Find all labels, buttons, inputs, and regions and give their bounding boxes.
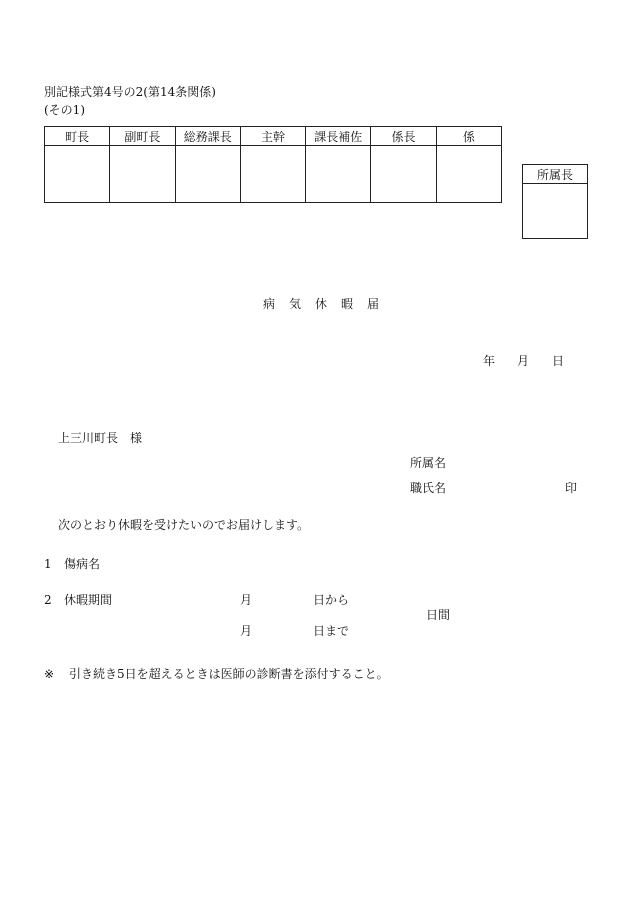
approval-stamp-table [44,126,502,203]
item2-label: 休暇期間 [64,593,113,607]
approval-header-assistant-chief: 課長補佐 [306,127,371,146]
dept-head-stamp-cell [523,184,588,239]
period-to-day: 日まで [313,624,350,638]
note-mark: ※ [44,667,55,681]
approval-header-staff: 係 [436,127,501,146]
item1-label: 傷病名 [64,557,101,571]
approval-stamp-cell [240,146,305,203]
approval-header-mayor: 町長 [45,127,110,146]
period-from-day: 日から [313,593,350,607]
approval-stamp-cell [371,146,436,203]
form-reference: 別記様式第4号の2(第14条関係) [44,85,216,99]
approval-header-general-affairs-chief: 総務課長 [175,127,240,146]
approval-stamp-cell [45,146,110,203]
period-to-month: 月 [240,624,253,638]
form-subtitle: (その1) [44,103,85,117]
approval-stamp-cell [436,146,501,203]
approval-header-section-chief: 係長 [371,127,436,146]
item1-number: 1 [44,557,52,571]
dept-head-stamp-table [522,164,588,239]
item2-number: 2 [44,593,52,607]
document-title: 病気休暇届 [263,297,394,311]
date-day-label: 日 [552,354,565,368]
approval-stamp-cell [110,146,175,203]
title-name-label: 職氏名 [410,481,447,495]
seal-mark: 印 [565,481,578,495]
dept-name-label: 所属名 [410,456,447,470]
approval-stamp-cell [175,146,240,203]
approval-header-supervisor: 主幹 [240,127,305,146]
date-year-label: 年 [483,354,496,368]
dept-head-header: 所属長 [523,165,588,184]
approval-stamp-cell [306,146,371,203]
note-text: 引き続き5日を超えるときは医師の診断書を添付すること。 [69,667,389,681]
date-month-label: 月 [517,354,530,368]
approval-header-deputy-mayor: 副町長 [110,127,175,146]
intro-text: 次のとおり休暇を受けたいのでお届けします。 [58,518,310,532]
period-days: 日間 [426,608,451,622]
addressee: 上三川町長 様 [58,431,143,445]
period-from-month: 月 [240,593,253,607]
